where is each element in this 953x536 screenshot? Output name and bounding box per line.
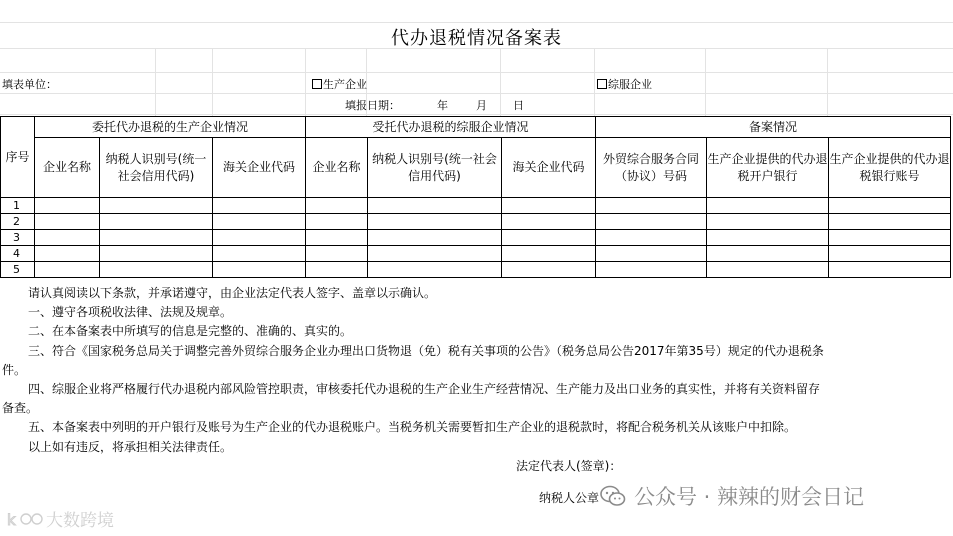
table-cell[interactable] bbox=[368, 262, 502, 278]
row-number: 2 bbox=[1, 214, 35, 230]
gridline bbox=[500, 48, 501, 116]
col-service-name: 企业名称 bbox=[306, 138, 368, 198]
gridline bbox=[305, 48, 306, 116]
table-cell[interactable] bbox=[368, 230, 502, 246]
table-cell[interactable] bbox=[306, 214, 368, 230]
table-cell[interactable] bbox=[368, 214, 502, 230]
table-cell[interactable] bbox=[213, 214, 306, 230]
gridline bbox=[212, 48, 213, 116]
table-cell[interactable] bbox=[100, 214, 213, 230]
row-number: 4 bbox=[1, 246, 35, 262]
brand-logo-icon bbox=[6, 508, 44, 530]
col-producer-taxid: 纳税人识别号(统一社会信用代码) bbox=[100, 138, 213, 198]
table-cell[interactable] bbox=[596, 230, 707, 246]
note-item-4-cont: 备查。 bbox=[2, 401, 39, 416]
col-account: 生产企业提供的代办退税银行账号 bbox=[829, 138, 951, 198]
date-day: 日 bbox=[513, 99, 524, 112]
table-cell[interactable] bbox=[306, 230, 368, 246]
table-cell[interactable] bbox=[306, 262, 368, 278]
producer-checkbox-label: 生产企业 bbox=[323, 78, 367, 91]
watermark-left bbox=[6, 506, 114, 531]
seq-header: 序号 bbox=[1, 117, 35, 198]
group-header-filing: 备案情况 bbox=[596, 117, 951, 138]
service-checkbox[interactable] bbox=[597, 76, 652, 92]
note-item-3: 三、符合《国家税务总局关于调整完善外贸综合服务企业办理出口货物退（免）税有关事项的公告》（税务总局公告2017年第35号）规定的代办退税条 bbox=[28, 343, 824, 358]
checkbox-box[interactable] bbox=[597, 79, 607, 89]
table-cell[interactable] bbox=[35, 246, 100, 262]
gridline bbox=[705, 48, 706, 116]
table-cell[interactable] bbox=[213, 198, 306, 214]
table-cell[interactable] bbox=[213, 262, 306, 278]
table-cell[interactable] bbox=[502, 198, 596, 214]
note-item-2: 二、在本备案表中所填写的信息是完整的、准确的、真实的。 bbox=[28, 324, 353, 339]
col-producer-name: 企业名称 bbox=[35, 138, 100, 198]
table-cell[interactable] bbox=[829, 230, 951, 246]
table-cell[interactable] bbox=[35, 230, 100, 246]
note-item-3-cont: 件。 bbox=[2, 362, 27, 377]
service-checkbox-label: 综服企业 bbox=[608, 78, 652, 91]
note-item-1: 一、遵守各项税收法律、法规及规章。 bbox=[28, 305, 233, 320]
table-cell[interactable] bbox=[35, 214, 100, 230]
watermark-right-text: 公众号 · 辣辣的财会日记 bbox=[634, 485, 865, 509]
col-service-customs: 海关企业代码 bbox=[502, 138, 596, 198]
table-cell[interactable] bbox=[368, 198, 502, 214]
gridline bbox=[0, 93, 953, 94]
table-cell[interactable] bbox=[306, 246, 368, 262]
row-number: 3 bbox=[1, 230, 35, 246]
gridline bbox=[594, 48, 595, 116]
table-cell[interactable] bbox=[707, 214, 829, 230]
gridline bbox=[0, 114, 953, 115]
group-header-service: 受托代办退税的综服企业情况 bbox=[306, 117, 596, 138]
col-contract-number: 外贸综合服务合同（协议）号码 bbox=[596, 138, 707, 198]
producer-checkbox[interactable] bbox=[312, 76, 367, 92]
table-cell[interactable] bbox=[100, 262, 213, 278]
group-header-producer: 委托代办退税的生产企业情况 bbox=[35, 117, 306, 138]
date-month: 月 bbox=[476, 99, 487, 112]
table-cell[interactable] bbox=[368, 246, 502, 262]
note-item-5: 五、本备案表中列明的开户银行及账号为生产企业的代办退税账户。当税务机关需要暂扣生产企业的退税款时，将配合税务机关从该账户中扣除。 bbox=[28, 420, 797, 435]
table-cell[interactable] bbox=[829, 198, 951, 214]
row-number: 1 bbox=[1, 198, 35, 214]
col-service-taxid: 纳税人识别号(统一社会信用代码) bbox=[368, 138, 502, 198]
table-row bbox=[1, 230, 951, 246]
table-cell[interactable] bbox=[596, 198, 707, 214]
watermark-right bbox=[600, 481, 864, 511]
gridline bbox=[827, 48, 828, 116]
table-cell[interactable] bbox=[596, 214, 707, 230]
table-cell[interactable] bbox=[35, 198, 100, 214]
table-cell[interactable] bbox=[100, 246, 213, 262]
table-cell[interactable] bbox=[502, 262, 596, 278]
table-row bbox=[1, 262, 951, 278]
note-intro: 请认真阅读以下条款，并承诺遵守，由企业法定代表人签字、盖章以示确认。 bbox=[28, 286, 437, 300]
table-cell[interactable] bbox=[707, 246, 829, 262]
date-year: 年 bbox=[437, 99, 448, 112]
table-cell[interactable] bbox=[596, 262, 707, 278]
table-cell[interactable] bbox=[707, 230, 829, 246]
row-number: 5 bbox=[1, 262, 35, 278]
form-title: 代办退税情况备案表 bbox=[391, 28, 562, 49]
col-bank: 生产企业提供的代办退税开户银行 bbox=[707, 138, 829, 198]
svg-text:k: k bbox=[7, 510, 16, 529]
table-cell[interactable] bbox=[502, 230, 596, 246]
table-cell[interactable] bbox=[35, 262, 100, 278]
gridline bbox=[0, 22, 953, 23]
table-cell[interactable] bbox=[502, 246, 596, 262]
note-item-4: 四、综服企业将严格履行代办退税内部风险管控职责，审核委托代办退税的生产企业生产经营情况、生产能力及出口业务的真实性，并将有关资料留存 bbox=[28, 382, 821, 397]
watermark-left-text: 大数跨境 bbox=[46, 511, 114, 531]
gridline bbox=[155, 48, 156, 116]
declaration-notes bbox=[0, 284, 953, 457]
table-row bbox=[1, 214, 951, 230]
legal-rep-signature: 法定代表人(签章)： bbox=[516, 459, 622, 473]
table-cell[interactable] bbox=[596, 246, 707, 262]
table-cell[interactable] bbox=[829, 214, 951, 230]
table-cell[interactable] bbox=[829, 262, 951, 278]
date-label: 填报日期： bbox=[345, 99, 400, 112]
table-row bbox=[1, 198, 951, 214]
wechat-icon bbox=[600, 485, 626, 507]
table-cell[interactable] bbox=[707, 198, 829, 214]
gridline bbox=[0, 72, 953, 73]
checkbox-box[interactable] bbox=[312, 79, 322, 89]
taxpayer-seal: 纳税人公章 bbox=[539, 491, 600, 505]
table-cell[interactable] bbox=[306, 198, 368, 214]
table-cell[interactable] bbox=[213, 246, 306, 262]
col-producer-customs: 海关企业代码 bbox=[213, 138, 306, 198]
table-cell[interactable] bbox=[100, 198, 213, 214]
table-cell[interactable] bbox=[707, 262, 829, 278]
table-cell[interactable] bbox=[213, 230, 306, 246]
filing-table bbox=[0, 116, 951, 278]
note-closing: 以上如有违反，将承担相关法律责任。 bbox=[28, 439, 233, 454]
fill-unit-label: 填表单位： bbox=[2, 78, 57, 91]
table-row bbox=[1, 246, 951, 262]
table-cell[interactable] bbox=[829, 246, 951, 262]
table-cell[interactable] bbox=[502, 214, 596, 230]
table-cell[interactable] bbox=[100, 230, 213, 246]
